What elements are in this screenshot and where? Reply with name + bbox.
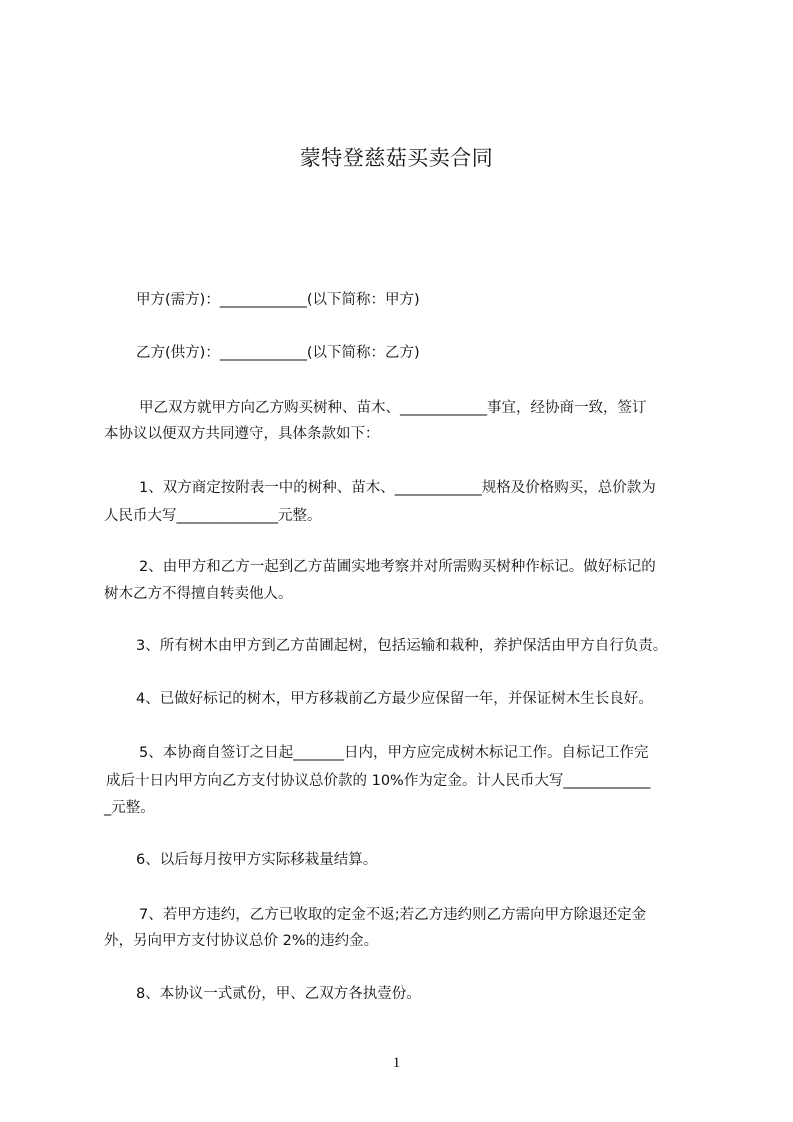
clause-7-line-2: 外，另向甲方支付协议总价 2%的违约金。	[104, 933, 379, 949]
clause-5-line-2: 成后十日内甲方向乙方支付协议总价款的 10%作为定金。计人民币大写____________	[106, 773, 651, 789]
party-a-line: 甲方(需方)：____________(以下简称：甲方)	[136, 292, 420, 308]
clause-2-line-1: 2、由甲方和乙方一起到乙方苗圃实地考察并对所需购买树种作标记。做好标记的	[139, 559, 656, 575]
clause-1-line-1: 1、双方商定按附表一中的树种、苗木、____________规格及价格购买，总价款为	[139, 480, 656, 496]
clause-8-line-1: 8、本协议一式贰份，甲、乙双方各执壹份。	[136, 986, 421, 1002]
clause-7-line-1: 7、若甲方违约，乙方已收取的定金不返;若乙方违约则乙方需向甲方除退还定金	[139, 907, 647, 923]
party-b-line: 乙方(供方)：____________(以下简称：乙方)	[136, 345, 420, 361]
document-title: 蒙特登慈菇买卖合同	[299, 146, 494, 170]
page-number: 1	[392, 1055, 401, 1071]
clause-3-line-1: 3、所有树木由甲方到乙方苗圃起树，包括运输和栽种，养护保活由甲方自行负责。	[136, 638, 668, 654]
intro-line-1: 甲乙双方就甲方向乙方购买树种、苗木、____________事宜，经协商一致，签订	[139, 400, 647, 416]
clause-2-line-2: 树木乙方不得擅自转卖他人。	[104, 586, 293, 602]
clause-5-line-3: _元整。	[104, 800, 155, 816]
clause-4-line-1: 4、已做好标记的树木，甲方移栽前乙方最少应保留一年，并保证树木生长良好。	[136, 691, 653, 707]
intro-line-2: 本协议以便双方共同遵守，具体条款如下：	[104, 426, 380, 442]
clause-1-line-2: 人民币大写______________元整。	[104, 508, 322, 524]
clause-6-line-1: 6、以后每月按甲方实际移栽量结算。	[136, 852, 378, 868]
clause-5-line-1: 5、本协商自签订之日起_______日内，甲方应完成树木标记工作。自标记工作完	[139, 745, 649, 761]
